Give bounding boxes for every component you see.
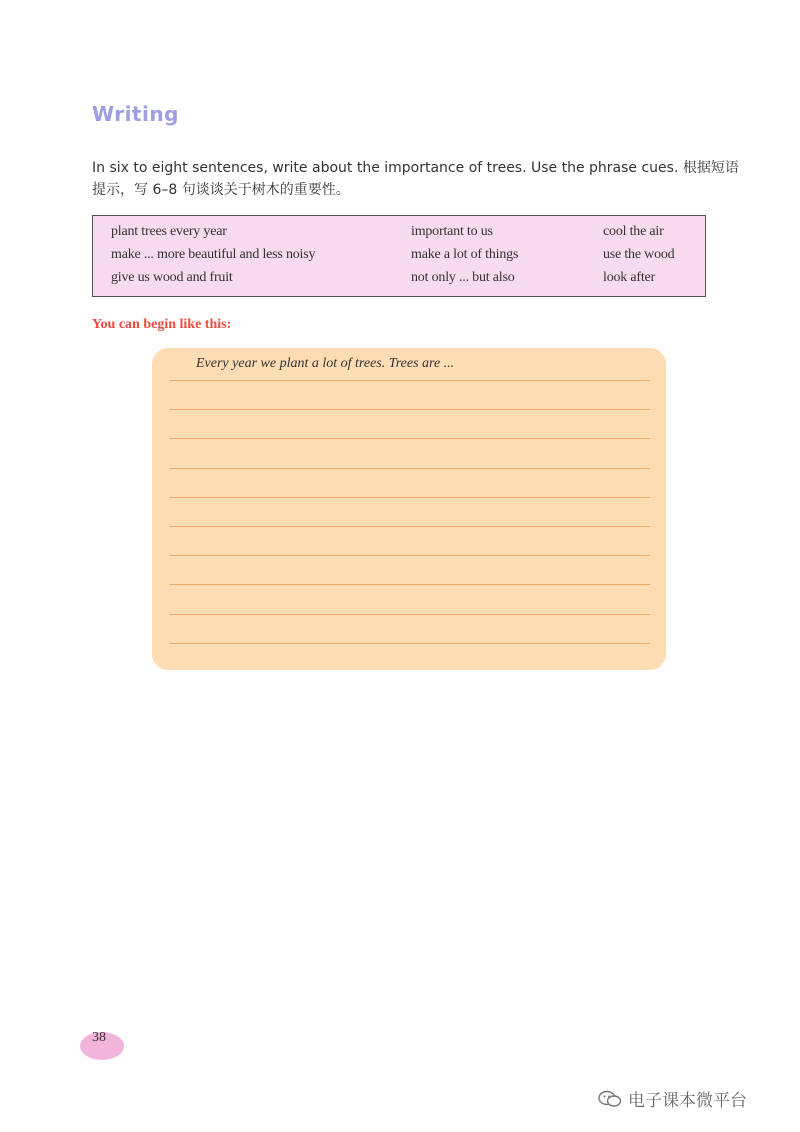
writing-line: [170, 438, 650, 439]
phrase-cue: use the wood: [603, 247, 675, 262]
phrase-cue: give us wood and fruit: [111, 270, 233, 285]
writing-line: [170, 584, 650, 585]
section-title: Writing: [92, 102, 179, 126]
writing-line: [170, 614, 650, 615]
writing-line: [170, 497, 650, 498]
phrase-cue: make ... more beautiful and less noisy: [111, 247, 316, 262]
page-number: 38: [92, 1030, 106, 1045]
phrase-cue: plant trees every year: [111, 224, 227, 239]
begin-prompt-label: You can begin like this:: [92, 317, 232, 332]
writing-line: [170, 380, 650, 381]
instructions: [92, 157, 739, 201]
phrase-cue: important to us: [411, 224, 493, 239]
starter-sentence: Every year we plant a lot of trees. Trees are ...: [196, 356, 455, 371]
watermark-text: 电子课本微平台: [628, 1091, 747, 1111]
writing-panel[interactable]: [152, 348, 666, 670]
phrase-cue-box: [92, 215, 706, 297]
writing-line: [170, 468, 650, 469]
phrase-cue: not only ... but also: [411, 270, 515, 285]
instructions-line-1: In six to eight sentences, write about the importance of trees. Use the phrase cues. 根据短语: [92, 160, 739, 176]
writing-line: [170, 409, 650, 410]
writing-line: [170, 526, 650, 527]
phrase-cue: make a lot of things: [411, 247, 519, 262]
phrase-cue: look after: [603, 270, 656, 285]
writing-line: [170, 643, 650, 644]
watermark: [598, 1086, 747, 1111]
instructions-line-2: 提示，写 6–8 句谈谈关于树木的重要性。: [92, 182, 350, 198]
wechat-icon: [598, 1090, 622, 1108]
writing-line: [170, 555, 650, 556]
phrase-cue: cool the air: [603, 224, 664, 239]
